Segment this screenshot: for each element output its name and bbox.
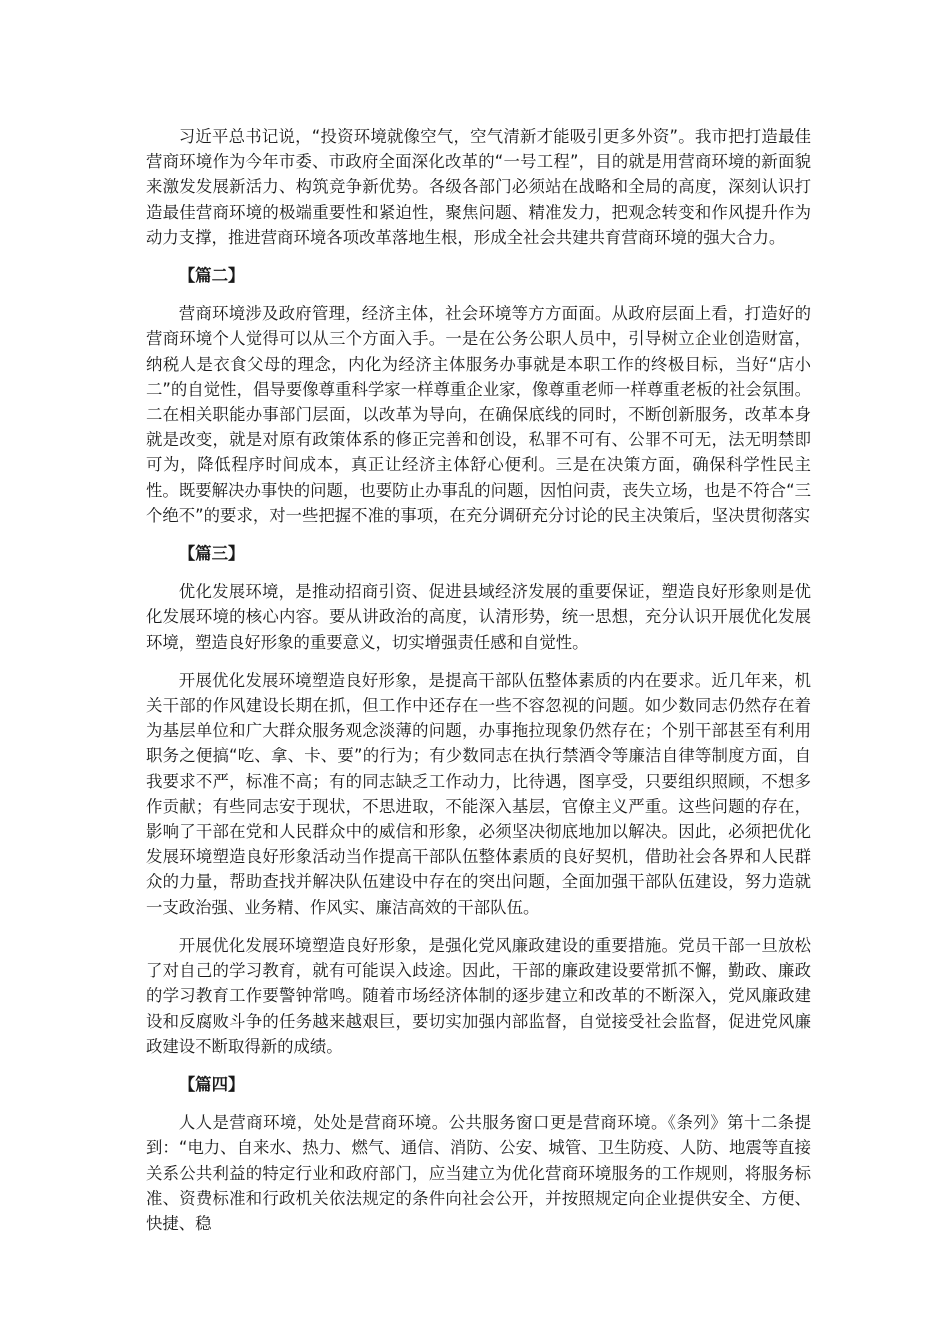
paragraph-section-3-b: 开展优化发展环境塑造良好形象，是提高干部队伍整体素质的内在要求。近几年来，机关干部的作风建设长期在抓，但工作中还存在一些不容忽视的问题。如少数同志仍然存在着为基层单位和广大群众服务观念淡薄的问题，办事拖拉现象仍然存在；个别干部甚至有利用职务之便搞“吃、拿、卡、要”的行为；有少数同志在执行禁酒令等廉洁自律等制度方面，自我要求不严，标准不高；有的同志缺乏工作动力，比待遇，图享受，只要组织照顾，不想多作贡献；有些同志安于现状，不思进取，不能深入基层，官僚主义严重。这些问题的存在，影响了干部在党和人民群众中的威信和形象，必须坚决彻底地加以解决。因此，必须把优化发展环境塑造良好形象活动当作提高干部队伍整体素质的良好契机，借助社会各界和人民群众的力量，帮助查找并解决队伍建设中存在的突出问题，全面加强干部队伍建设，努力造就一支政治强、业务精、作风实、廉洁高效的干部队伍。 (146, 670, 811, 917)
paragraph-section-2: 营商环境涉及政府管理，经济主体，社会环境等方方面面。从政府层面上看，打造好的营商环境个人觉得可以从三个方面入手。一是在公务公职人员中，引导树立企业创造财富，纳税人是衣食父母的理念，内化为经济主体服务办事就是本职工作的终极目标，当好“店小二”的自觉性，倡导要像尊重科学家一样尊重企业家，像尊重老师一样尊重老板的社会氛围。二在相关职能办事部门层面，以改革为导向，在确保底线的同时，不断创新服务，改革本身就是改变，就是对原有政策体系的修正完善和创设，私罪不可有、公罪不可无，法无明禁即可为，降低程序时间成本，真正让经济主体舒心便利。三是在决策方面，确保科学性民主性。既要解决办事快的问题，也要防止办事乱的问题，因怕问责，丧失立场，也是不符合“三个绝不”的要求，对一些把握不准的事项，在充分调研充分讨论的民主决策后，坚决贯彻落实 (146, 304, 811, 525)
paragraph-intro: 习近平总书记说，“投资环境就像空气，空气清新才能吸引更多外资”。我市把打造最佳营商环境作为今年市委、市政府全面深化改革的“一号工程”，目的就是用营商环境的新面貌来激发发展新活力、构筑竞争新优势。各级各部门必须站在战略和全局的高度，深刻认识打造最佳营商环境的极端重要性和紧迫性，聚焦问题、精准发力，把观念转变和作风提升作为动力支撑，推进营商环境各项改革落地生根，形成全社会共建共育营商环境的强大合力。 (146, 127, 811, 247)
section-heading-2: 【篇二】 (178, 266, 245, 286)
paragraph-section-4: 人人是营商环境，处处是营商环境。公共服务窗口更是营商环境。《条列》第十二条提到：“电力、自来水、热力、燃气、通信、消防、公安、城管、卫生防疫、人防、地震等直接关系公共利益的特定行业和政府部门，应当建立为优化营商环境服务的工作规则，将服务标准、资费标准和行政机关依法规定的条件向社会公开，并按照规定向企业提供安全、方便、快捷、稳 (146, 1113, 811, 1233)
section-heading-3: 【篇三】 (178, 544, 245, 564)
paragraph-section-3-a: 优化发展环境，是推动招商引资、促进县域经济发展的重要保证，塑造良好形象则是优化发展环境的核心内容。要从讲政治的高度，认清形势，统一思想，充分认识开展优化发展环境，塑造良好形象的重要意义，切实增强责任感和自觉性。 (146, 582, 811, 652)
section-heading-4: 【篇四】 (178, 1074, 245, 1094)
document-body (146, 124, 811, 1249)
paragraph-section-3-c: 开展优化发展环境塑造良好形象，是强化党风廉政建设的重要措施。党员干部一旦放松了对自己的学习教育，就有可能误入歧途。因此，干部的廉政建设要常抓不懈，勤政、廉政的学习教育工作要警钟常鸣。随着市场经济体制的逐步建立和改革的不断深入，党风廉政建设和反腐败斗争的任务越来越艰巨，要切实加强内部监督，自觉接受社会监督，促进党风廉政建设不断取得新的成绩。 (146, 935, 811, 1056)
